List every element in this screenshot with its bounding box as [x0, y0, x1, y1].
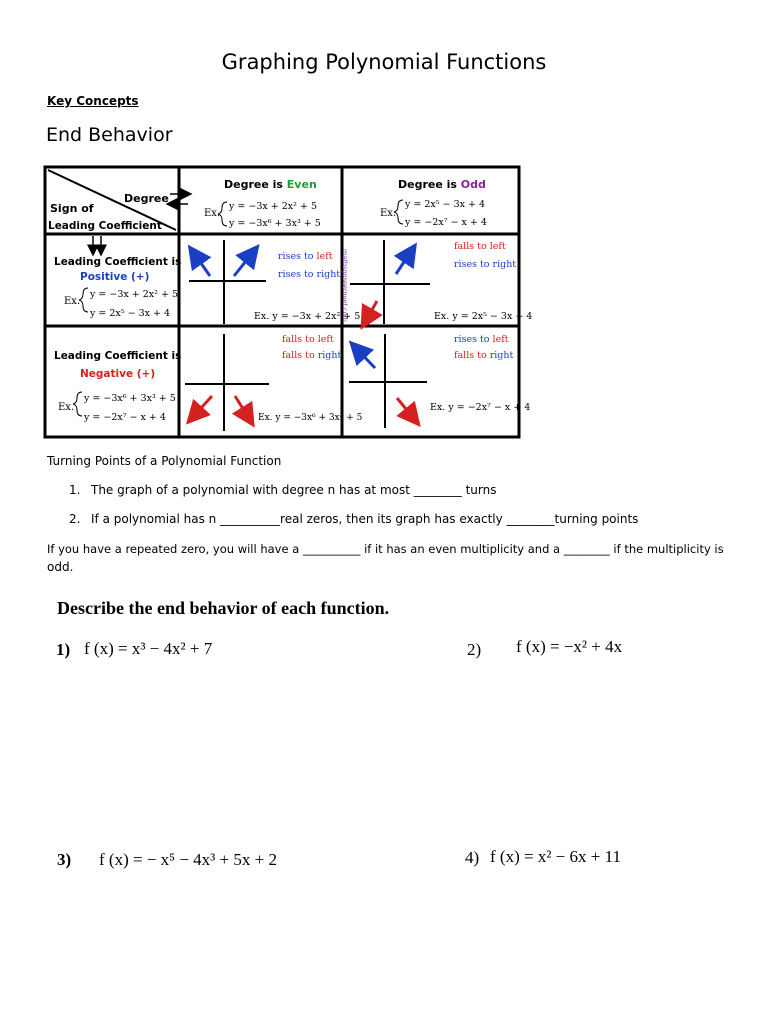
cell3-ex: Ex. y = −3x⁶ + 3x³ + 5	[258, 413, 363, 423]
cell3-line1: falls to left	[282, 334, 334, 345]
degree-even-heading: Degree is Even	[224, 178, 317, 191]
negative-row-line2: Negative (+)	[80, 368, 156, 380]
neg-ex-label: Ex.	[58, 402, 75, 413]
end-behavior-heading: End Behavior	[46, 124, 173, 146]
neg-ex-2: y = −2x⁷ − x + 4	[84, 412, 166, 423]
cell2-ex: Ex. y = 2x⁵ − 3x + 4	[434, 311, 533, 322]
odd-ex-label: Ex.	[380, 208, 397, 219]
item-2-text: If a polynomial has n __________real zeros, then its graph has exactly ________turning points	[91, 512, 639, 526]
item-1-text: The graph of a polynomial with degree n has at most ________ turns	[91, 483, 497, 497]
page-title: Graphing Polynomial Functions	[221, 50, 547, 74]
watermark: mathsgoseernvet.com	[341, 249, 349, 322]
degree-label: Degree	[124, 192, 169, 205]
positive-row-line2: Positive (+)	[80, 271, 150, 283]
cell2-line2: rises to right	[454, 259, 517, 270]
cell1-line2: rises to right	[278, 269, 341, 280]
item-1-number: 1.	[69, 483, 81, 497]
cell4-line1: rises to left	[454, 334, 509, 345]
leading-coefficient-label: Leading Coefficient	[48, 220, 162, 232]
key-concepts-heading: Key Concepts	[47, 94, 139, 108]
even-ex-label: Ex.	[204, 208, 221, 219]
odd-ex-1: y = 2x⁵ − 3x + 4	[405, 199, 486, 210]
degree-odd-heading: Degree is Odd	[398, 178, 486, 191]
problem-2-expr: f (x) = −x² + 4x	[516, 637, 623, 656]
odd-ex-2: y = −2x⁷ − x + 4	[405, 217, 487, 228]
problem-2-number: 2)	[467, 640, 482, 659]
even-ex-1: y = −3x + 2x² + 5	[229, 201, 317, 212]
problem-4-number: 4)	[465, 848, 480, 867]
problem-1-expr: f (x) = x³ − 4x² + 7	[84, 639, 213, 658]
problem-1-number: 1)	[56, 640, 71, 659]
cell4-ex: Ex. y = −2x⁷ − x + 4	[430, 402, 531, 413]
item-2-number: 2.	[69, 512, 81, 526]
cell2-line1: falls to left	[454, 241, 506, 252]
repeated-zero-line2: odd.	[47, 560, 74, 574]
cell1-line1: rises to left	[278, 251, 333, 262]
pos-ex-2: y = 2x⁵ − 3x + 4	[90, 308, 171, 319]
negative-row-line1: Leading Coefficient is	[54, 350, 182, 362]
pos-ex-1: y = −3x + 2x² + 5	[90, 289, 178, 300]
problem-4-expr: f (x) = x² − 6x + 11	[490, 847, 621, 866]
repeated-zero-line1: If you have a repeated zero, you will have a __________ if it has an even multiplicity and a ________ if the multiplicity is	[47, 542, 724, 556]
cell1-ex: Ex. y = −3x + 2x² + 5	[254, 311, 361, 322]
problem-3-number: 3)	[57, 850, 72, 869]
sign-of-label: Sign of	[50, 202, 94, 215]
describe-heading: Describe the end behavior of each function.	[57, 598, 390, 618]
neg-ex-1: y = −3x⁶ + 3x³ + 5	[84, 393, 176, 404]
cell3-line2: falls to right	[282, 350, 342, 361]
problem-3-expr: f (x) = − x⁵ − 4x³ + 5x + 2	[99, 850, 277, 869]
cell4-line2: falls to right	[454, 350, 514, 361]
even-ex-2: y = −3x⁶ + 3x³ + 5	[229, 218, 321, 229]
turning-points-heading: Turning Points of a Polynomial Function	[47, 454, 282, 468]
positive-row-line1: Leading Coefficient is	[54, 256, 182, 268]
pos-ex-label: Ex.	[64, 296, 81, 307]
end-behavior-table	[44, 166, 533, 438]
